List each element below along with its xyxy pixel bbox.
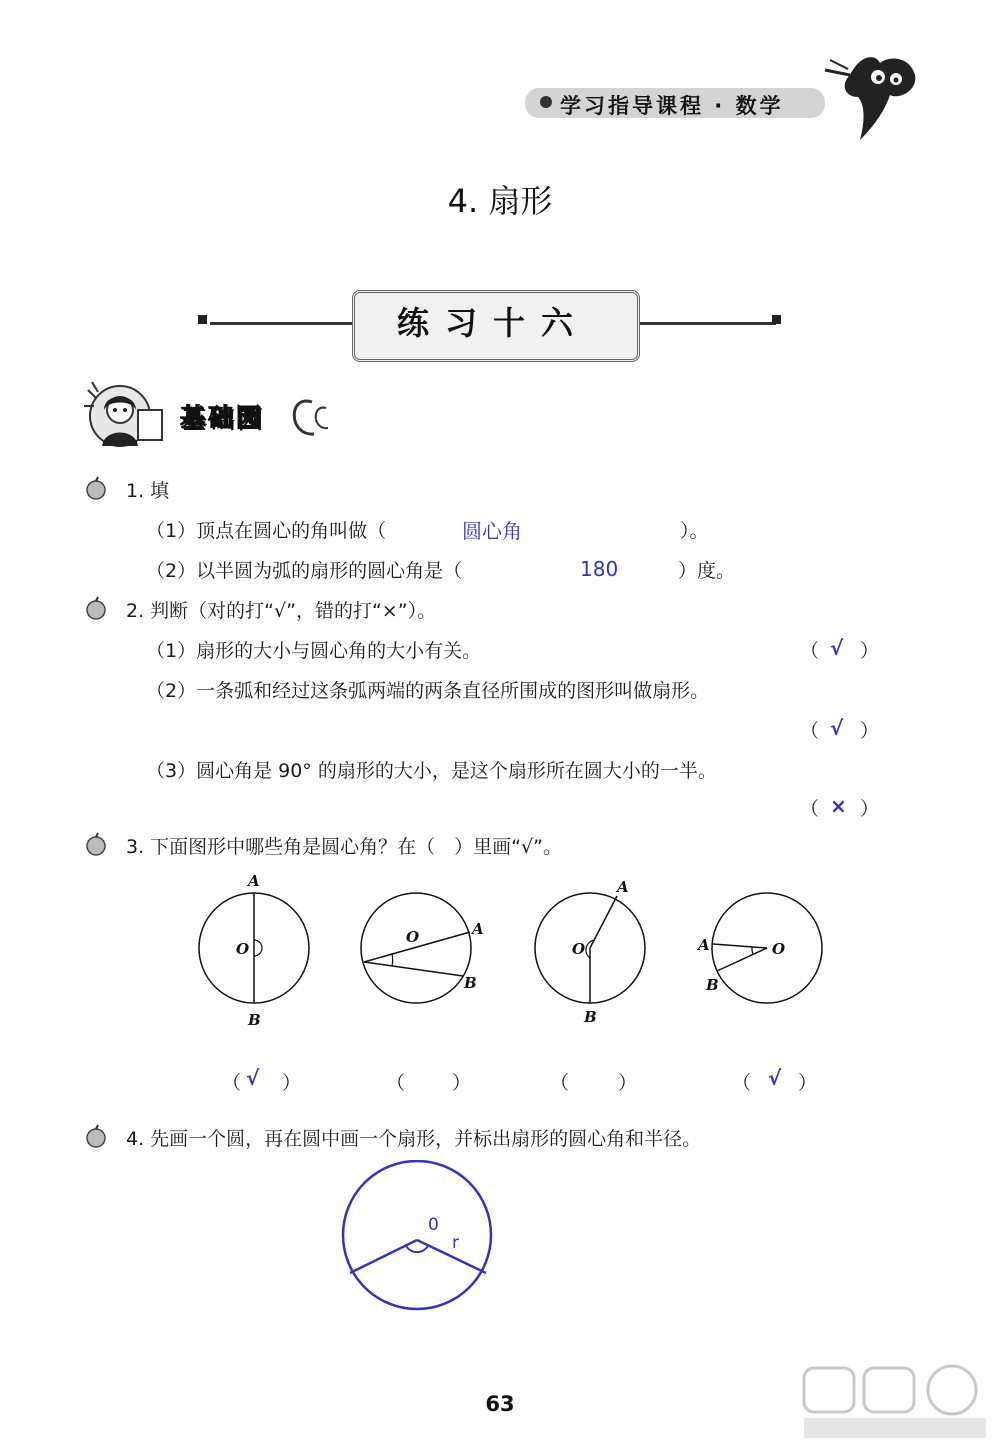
label-o: O	[236, 940, 250, 958]
q3-fig1-paren-open: （	[222, 1072, 242, 1094]
q1-item-2-answer: 180	[580, 557, 619, 581]
q3-fig3-paren-open: （	[550, 1072, 570, 1094]
q2-item-3-paren-open: （	[800, 798, 820, 820]
series-bullet-icon	[540, 96, 552, 108]
q2-item-2-mark: √	[830, 716, 844, 740]
label-a: A	[698, 936, 710, 954]
q3-figure-2	[361, 893, 484, 1003]
label-b: B	[706, 976, 719, 994]
q2-item-2-paren-open: （	[800, 720, 820, 742]
banner-square-right	[772, 315, 781, 324]
q2-item-3-paren-close: ）	[860, 798, 880, 820]
series-title: 学习指导课程 · 数学	[560, 94, 784, 118]
q2-item-1-paren-open: （	[800, 640, 820, 662]
label-b: B	[248, 1011, 261, 1029]
watermark-logo-icon	[800, 1362, 990, 1442]
exercise-banner-title: 练习十六	[396, 304, 589, 342]
q3-stem: 3. 下面图形中哪些角是圆心角？在（ ）里画“√”。	[126, 836, 562, 858]
q3-figure-3	[535, 878, 645, 1026]
section-title: 4. 扇形	[447, 182, 553, 220]
label-o: O	[406, 928, 420, 946]
q2-item-3-text: （3）圆心角是 90° 的扇形的大小，是这个扇形所在圆大小的一半。	[146, 760, 717, 782]
apple-icon	[84, 596, 108, 620]
q3-fig4-paren-open: （	[732, 1072, 752, 1094]
q2-stem: 2. 判断（对的打“√”，错的打“×”）。	[126, 600, 437, 622]
label-a: A	[472, 920, 484, 938]
q4-stem: 4. 先画一个圆，再在圆中画一个扇形，并标出扇形的圆心角和半径。	[126, 1128, 702, 1150]
label-o: O	[772, 940, 786, 958]
apple-icon	[84, 832, 108, 856]
q3-fig4-mark: √	[768, 1066, 782, 1090]
banner-rule-left	[210, 322, 352, 325]
banner-square-left	[198, 315, 207, 324]
q4-drawn-sector	[330, 1160, 510, 1320]
label-a: A	[248, 872, 260, 890]
q3-figure-4	[696, 893, 822, 1003]
q1-item-1-text: （1）顶点在圆心的角叫做（	[146, 520, 387, 542]
apple-icon	[84, 1124, 108, 1148]
q2-item-2-text: （2）一条弧和经过这条弧两端的两条直径所围成的图形叫做扇形。	[146, 680, 710, 702]
label-b: B	[584, 1008, 597, 1026]
banner-rule-right	[634, 322, 776, 325]
label-a: A	[617, 878, 629, 896]
q3-circle-figures	[180, 870, 840, 1030]
page-number: 63	[485, 1392, 515, 1416]
q2-item-1-paren-close: ）	[860, 640, 880, 662]
label-b: B	[464, 974, 477, 992]
q2-item-2-paren-close: ）	[860, 720, 880, 742]
q4-radius-label: r	[452, 1233, 459, 1253]
q3-figure-1	[199, 872, 309, 1029]
basic-section-label: 基础园	[180, 403, 265, 432]
q3-fig2-paren-open: （	[386, 1072, 406, 1094]
label-o: O	[572, 940, 586, 958]
q1-item-1-answer: 圆心角	[462, 519, 522, 543]
q3-fig1-mark: √	[246, 1066, 260, 1090]
q1-stem: 1. 填	[126, 480, 170, 502]
q3-fig1-paren-close: ）	[282, 1072, 302, 1094]
q3-fig3-paren-close: ）	[618, 1072, 638, 1094]
apple-icon	[84, 476, 108, 500]
q1-item-2-text: （2）以半圆为弧的扇形的圆心角是（	[146, 560, 463, 582]
q3-fig2-paren-close: ）	[452, 1072, 472, 1094]
mascot-icon	[820, 45, 930, 155]
q1-item-2-tail: ）度。	[678, 560, 736, 582]
q1-item-1-tail: ）。	[680, 520, 709, 542]
q2-item-1-text: （1）扇形的大小与圆心角的大小有关。	[146, 640, 482, 662]
q2-item-3-mark: ×	[830, 794, 847, 818]
q2-item-1-mark: √	[830, 636, 844, 660]
q3-fig4-paren-close: ）	[798, 1072, 818, 1094]
q4-center-label: 0	[428, 1215, 439, 1235]
